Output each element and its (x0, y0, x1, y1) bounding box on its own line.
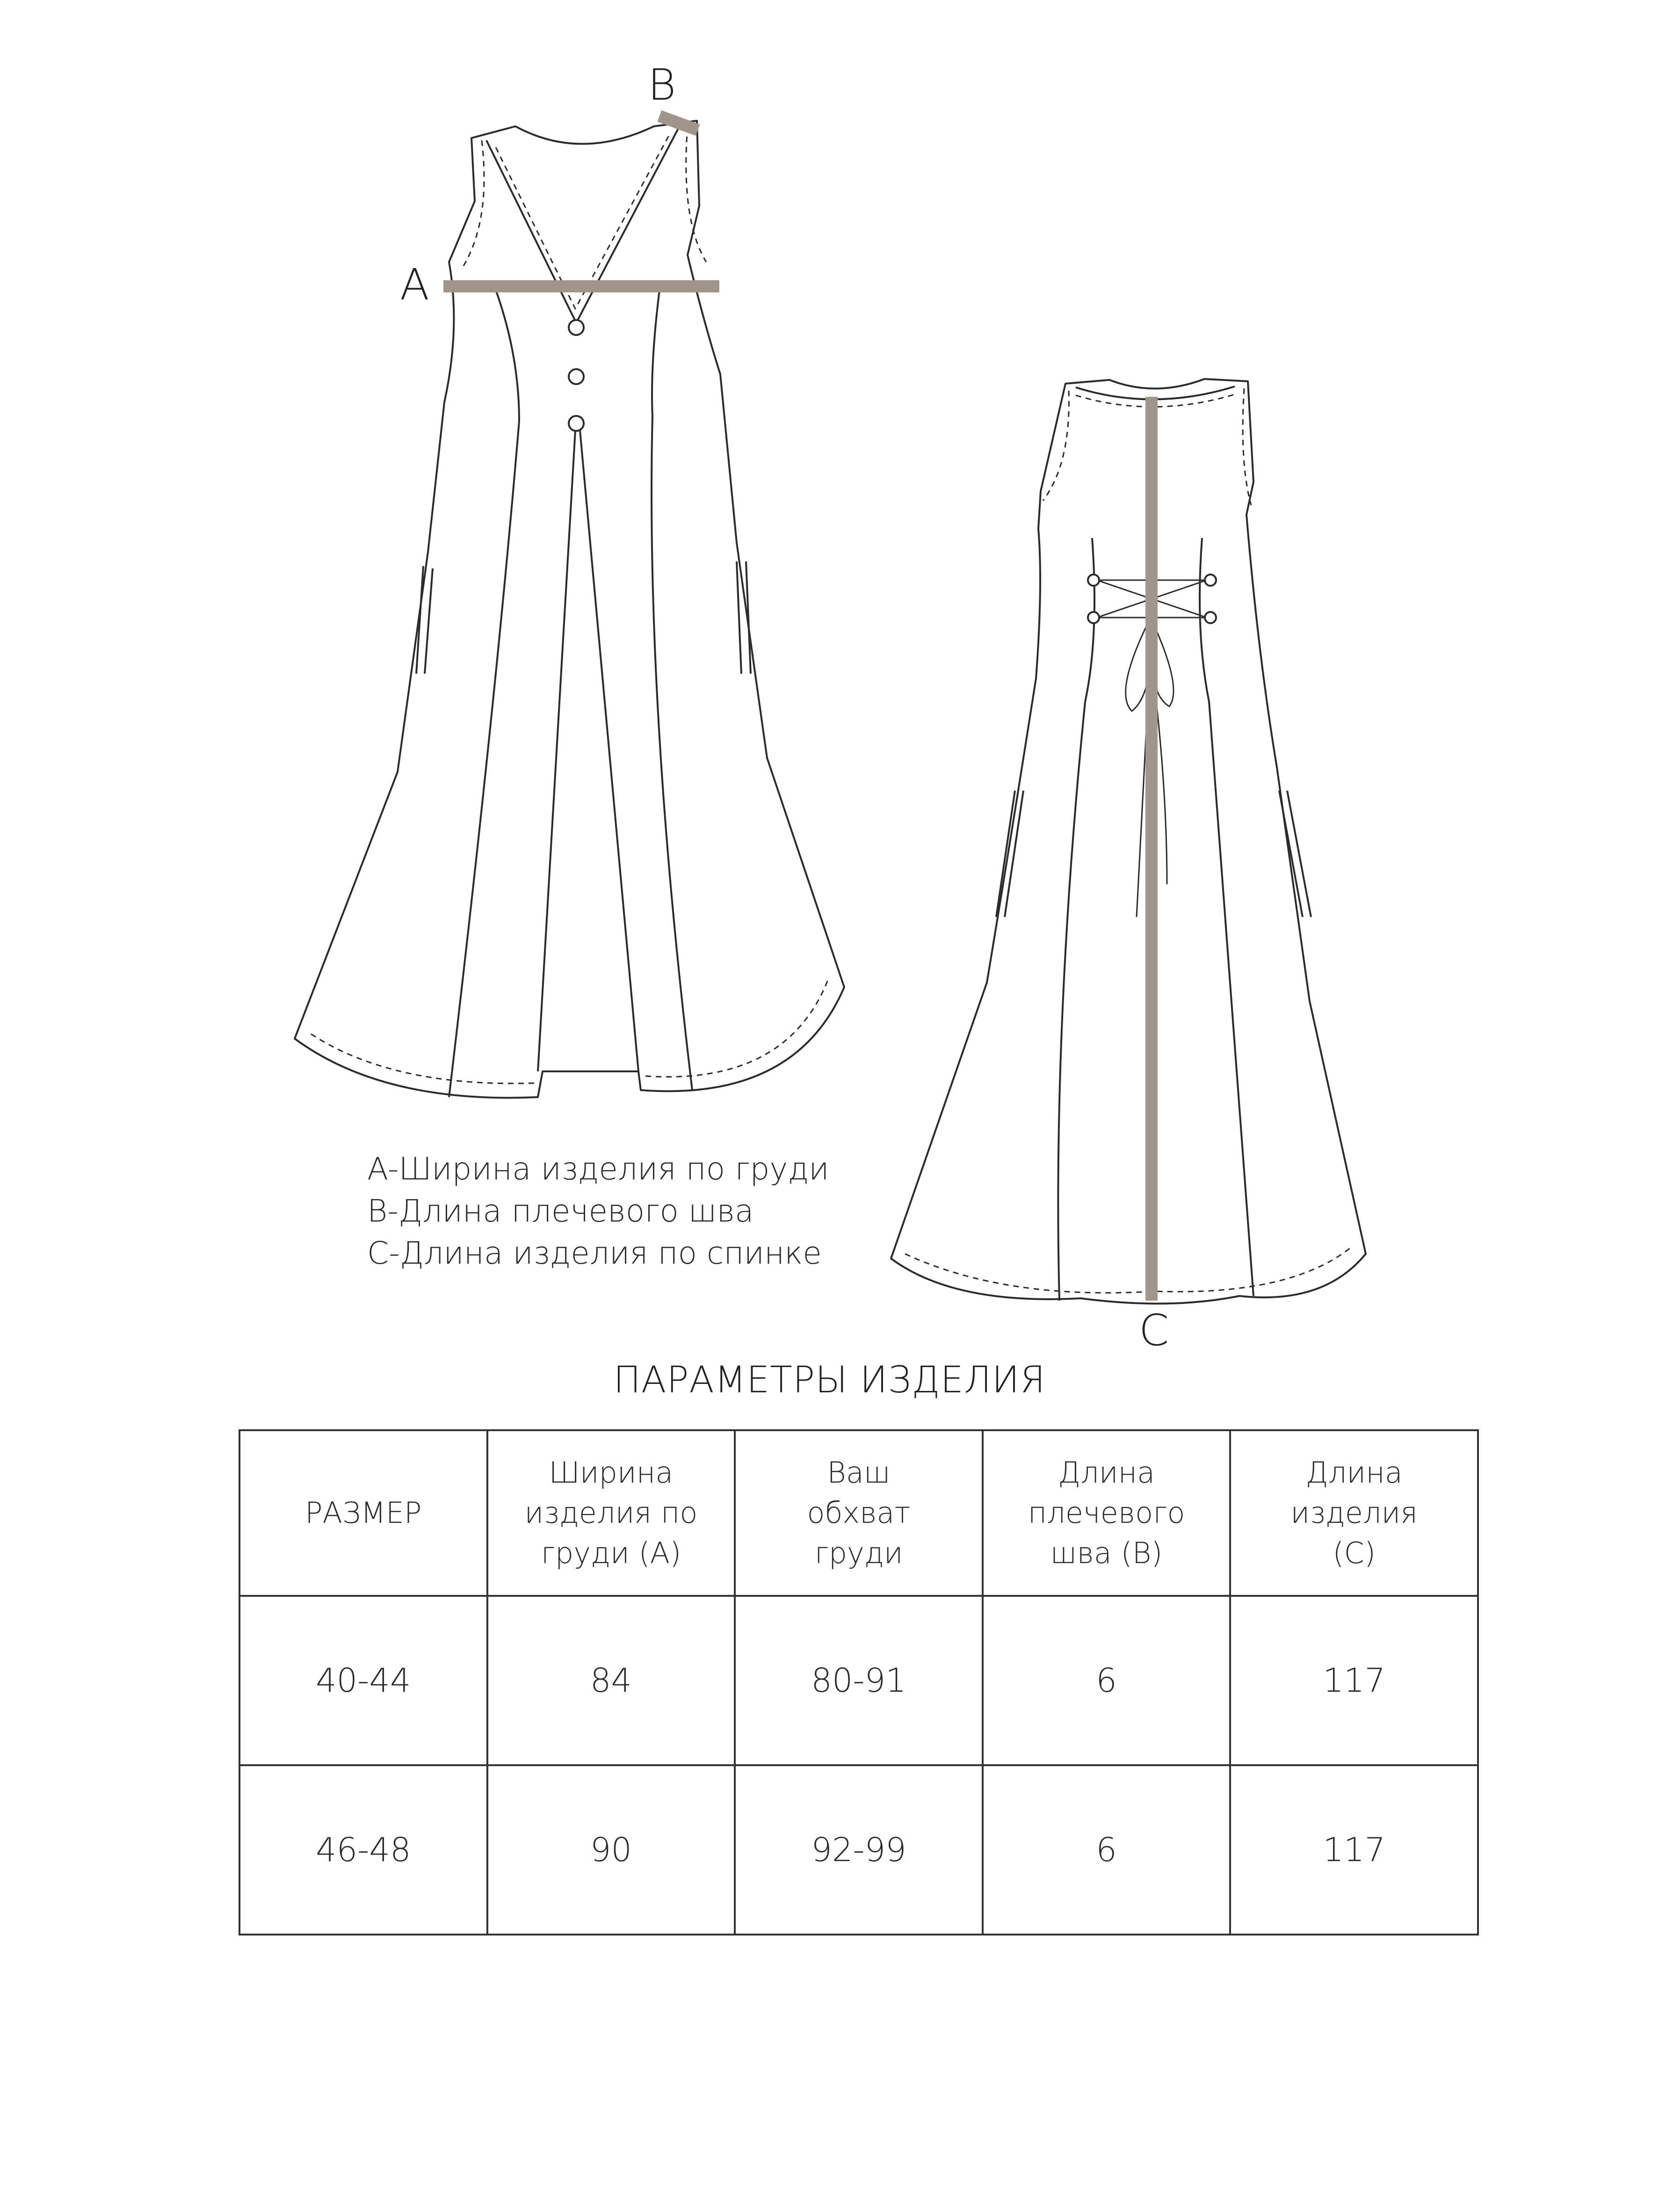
front-dress-outline (295, 121, 844, 1098)
front-right-princess-seam (652, 290, 692, 1090)
parameters-table (239, 1429, 1479, 1936)
front-button-3 (569, 416, 584, 431)
label-c: C (1139, 1305, 1169, 1355)
cell-chest-width: 90 (487, 1765, 735, 1935)
legend-b: B-Длина плечевого шва (367, 1193, 754, 1229)
table-row (239, 1765, 1478, 1935)
front-center-slit (538, 430, 638, 1071)
cell-length: 117 (1230, 1765, 1478, 1935)
table-title: ПАРАМЕТРЫ ИЗДЕЛИЯ (613, 1359, 1046, 1401)
header-shoulder-seam: Длина плечевого шва (В) (983, 1430, 1231, 1596)
back-left-armhole-stitch (1043, 391, 1069, 501)
header-chest-girth: Ваш обхват груди (735, 1430, 983, 1596)
back-eyelet-2 (1088, 612, 1099, 623)
back-right-seam (1200, 538, 1253, 1296)
cell-length: 117 (1230, 1596, 1478, 1765)
cell-shoulder-seam: 6 (983, 1765, 1231, 1935)
table-header-row (239, 1430, 1478, 1596)
front-hem-stitch (311, 980, 828, 1084)
header-chest-width: Ширина изделия по груди (А) (487, 1430, 735, 1596)
cell-chest-girth: 80-91 (735, 1596, 983, 1765)
table-row (239, 1596, 1478, 1765)
measure-line-b (659, 116, 698, 130)
back-dress-outline (891, 379, 1366, 1303)
back-left-seam (1058, 538, 1094, 1301)
header-length: Длина изделия (С) (1230, 1430, 1478, 1596)
cell-size: 40-44 (239, 1596, 487, 1765)
front-neckline (486, 129, 678, 323)
front-right-armhole-stitch (686, 126, 706, 262)
front-view-dress (295, 121, 844, 1098)
back-eyelet-4 (1205, 612, 1216, 623)
front-left-princess-seam (449, 290, 519, 1097)
cell-chest-width: 84 (487, 1596, 735, 1765)
legend-c: C-Длина изделия по спинке (367, 1235, 822, 1271)
cell-size: 46-48 (239, 1765, 487, 1935)
header-size: РАЗМЕР (239, 1430, 487, 1596)
label-b: B (648, 60, 676, 110)
front-button-1 (569, 320, 584, 335)
back-hem-stitch (905, 1247, 1352, 1293)
front-button-2 (569, 369, 584, 384)
label-a: A (400, 260, 429, 310)
back-eyelet-3 (1205, 575, 1216, 586)
cell-chest-girth: 92-99 (735, 1765, 983, 1935)
back-view-dress (891, 379, 1366, 1303)
front-right-pocket (737, 561, 751, 674)
back-eyelet-1 (1088, 575, 1099, 586)
cell-shoulder-seam: 6 (983, 1596, 1231, 1765)
legend-a: A-Ширина изделия по груди (367, 1151, 829, 1187)
